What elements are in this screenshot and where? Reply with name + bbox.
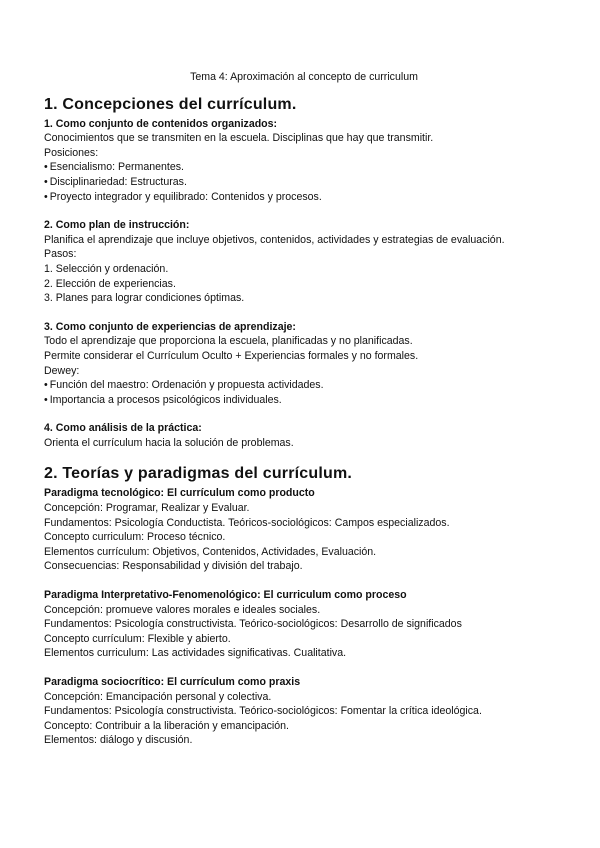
block-paradigma-sociocritico [44, 675, 564, 748]
text-line: Concepción: Programar, Realizar y Evaluar. [44, 502, 250, 515]
text-line: Todo el aprendizaje que proporciona la escuela, planificadas y no planificadas. [44, 335, 413, 348]
text-line: Concepto currículum: Flexible y abierto. [44, 632, 231, 645]
block-paradigma-interpretativo [44, 588, 564, 661]
bullet-item: • Función del maestro: Ordenación y propuesta actividades. [44, 378, 564, 393]
block-experiencias-aprendizaje [44, 320, 564, 408]
block-title: 2. Como plan de instrucción: [44, 219, 190, 232]
block-contenidos-organizados [44, 117, 564, 205]
text-line: Permite considerar el Currículum Oculto + Experiencias formales y no formales. [44, 349, 419, 362]
document-title: Tema 4: Aproximación al concepto de curriculum [190, 71, 418, 83]
block-title: Paradigma tecnológico: El currículum como producto [44, 487, 315, 500]
block-title: 1. Como conjunto de contenidos organizados: [44, 117, 278, 130]
block-title: 4. Como análisis de la práctica: [44, 422, 202, 435]
text-line: Fundamentos: Psicología constructivista. Teórico-sociológicos: Desarrollo de significados [44, 618, 462, 631]
section-title-teorias: 2. Teorías y paradigmas del currículum. [44, 465, 353, 483]
text-line: Pasos: [44, 248, 77, 261]
block-analisis-practica [44, 421, 564, 450]
text-line: Elementos: diálogo y discusión. [44, 734, 193, 747]
bullet-item: • Importancia a procesos psicológicos individuales. [44, 393, 564, 408]
text-line: Concepción: Emancipación personal y colectiva. [44, 690, 272, 703]
text-line: Concepto curriculum: Proceso técnico. [44, 531, 226, 544]
text-line: Fundamentos: Psicología Conductista. Teóricos-sociológicos: Campos especializados. [44, 516, 450, 529]
text-line: Fundamentos: Psicología constructivista. Teórico-sociológicos: Fomentar la crítica ideológica. [44, 705, 482, 718]
section-title-concepciones: 1. Concepciones del currículum. [44, 95, 297, 113]
text-line: Orienta el currículum hacia la solución de problemas. [44, 436, 294, 449]
text-line: Posiciones: [44, 146, 99, 159]
list-item: 2. Elección de experiencias. [44, 277, 176, 290]
text-line: Concepto: Contribuir a la liberación y emancipación. [44, 719, 289, 732]
block-title: Paradigma Interpretativo-Fenomenológico: El curriculum como proceso [44, 589, 407, 602]
block-paradigma-tecnologico [44, 486, 564, 574]
text-line: Elementos curriculum: Las actividades significativas. Cualitativa. [44, 647, 347, 660]
list-item: 3. Planes para lograr condiciones óptimas. [44, 292, 245, 305]
text-line: Conocimientos que se transmiten en la escuela. Disciplinas que hay que transmitir. [44, 132, 434, 145]
list-item: 1. Selección y ordenación. [44, 262, 169, 275]
text-line: Planifica el aprendizaje que incluye objetivos, contenidos, actividades y estrategias de evaluación. [44, 233, 505, 246]
text-line: Dewey: [44, 364, 80, 377]
bullet-item: • Disciplinariedad: Estructuras. [44, 175, 564, 190]
block-title: Paradigma sociocrítico: El currículum como praxis [44, 676, 301, 688]
document-page [44, 70, 564, 762]
block-plan-instruccion [44, 218, 564, 306]
text-line: Elementos currículum: Objetivos, Contenidos, Actividades, Evaluación. [44, 545, 377, 558]
text-line: Consecuencias: Responsabilidad y división del trabajo. [44, 560, 303, 573]
text-line: Concepción: promueve valores morales e ideales sociales. [44, 603, 321, 616]
bullet-item: • Esencialismo: Permanentes. [44, 160, 564, 175]
block-title: 3. Como conjunto de experiencias de aprendizaje: [44, 320, 296, 333]
bullet-item: • Proyecto integrador y equilibrado: Contenidos y procesos. [44, 190, 564, 205]
